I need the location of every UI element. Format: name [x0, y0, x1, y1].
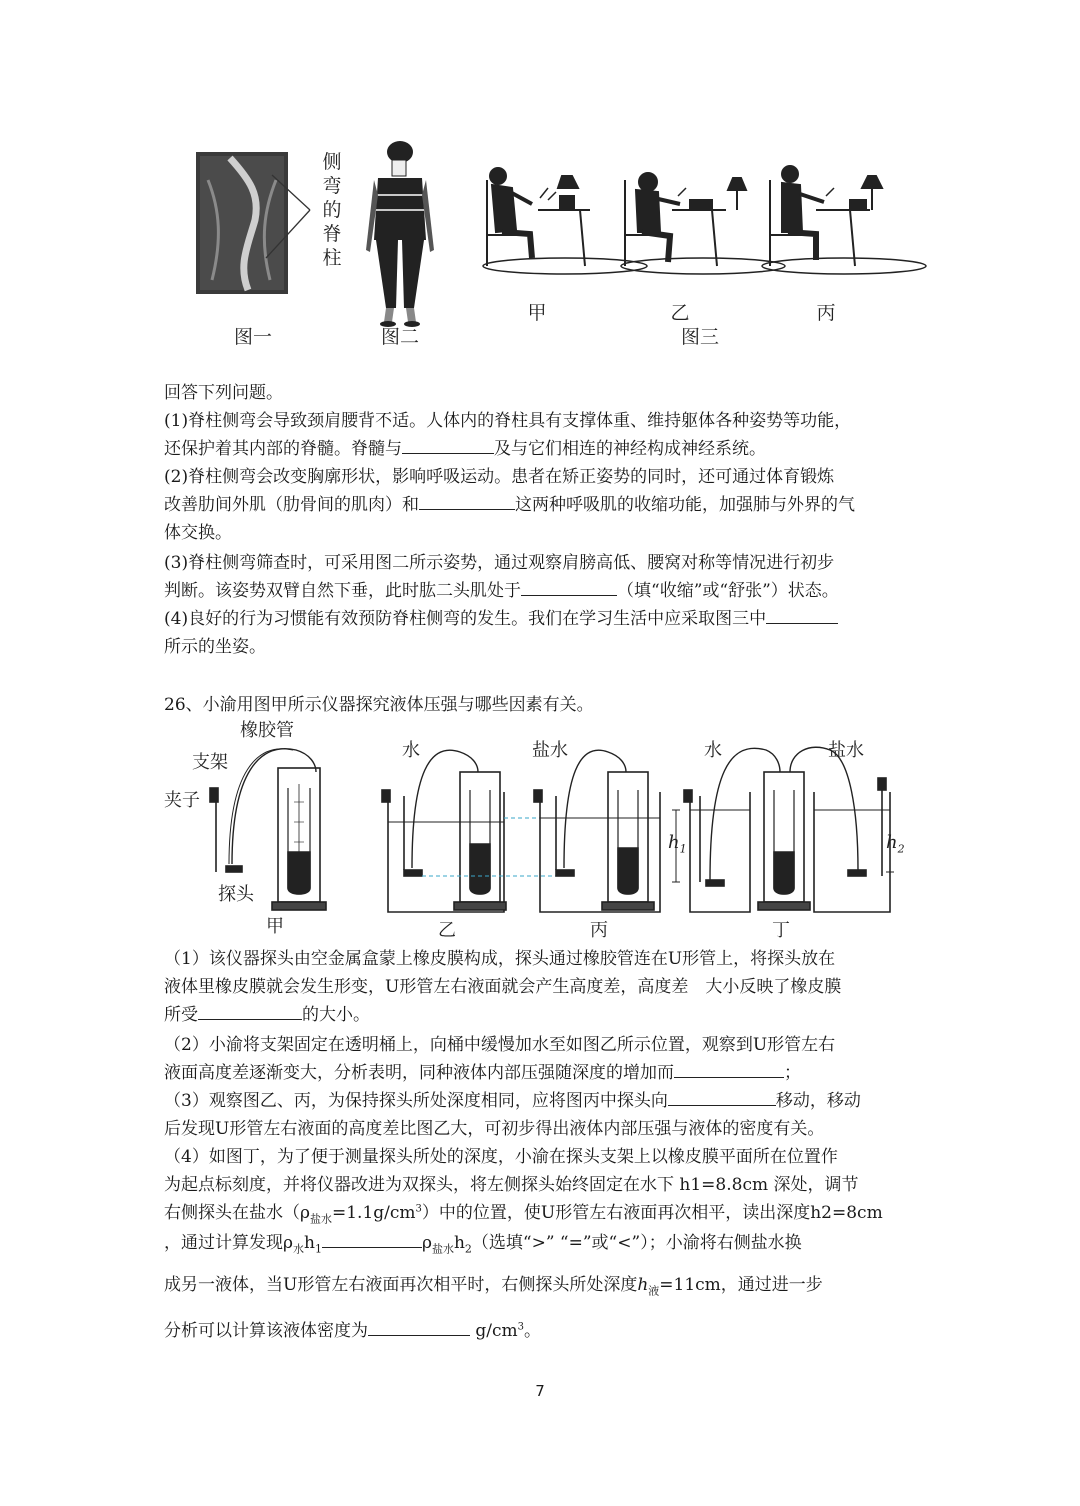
answer-blank[interactable]: [198, 1001, 302, 1020]
label-h1: $h_1$: [668, 832, 687, 856]
q25-p1-line1: (1)脊柱侧弯会导致颈肩腰背不适。人体内的脊柱具有支撑体重、维持躯体各种姿势等功能，: [164, 411, 852, 431]
label-bing: 丙: [590, 920, 608, 941]
q26-s1-line3: 所受 的大小。: [164, 1000, 370, 1025]
label-water-yi: 水: [402, 740, 420, 761]
q25-p4-line1: (4)良好的行为习惯能有效预防脊柱侧弯的发生。我们在学习生活中应采取图三中: [164, 604, 838, 629]
q26-s3-line1: （3）观察图乙、丙，为保持探头所处深度相同，应将图丙中探头向 移动，移动: [164, 1086, 861, 1111]
q25-p1-line2: 还保护着其内部的脊髓。脊髓与 及与它们相连的神经构成神经系统。: [164, 434, 766, 459]
q26-s1-line2: 液体里橡皮膜就会发生形变，U形管左右液面就会产生高度差，高度差 大小反映了橡皮膜: [164, 977, 842, 997]
q25-p3-line2: 判断。该姿势双臂自然下垂，此时肱二头肌处于 （填“收缩”或“舒张”）状态。: [164, 576, 839, 601]
q25-p4-line2: 所示的坐姿。: [164, 637, 266, 657]
seated-posture-bing: [762, 166, 926, 274]
seated-posture-yi: [621, 173, 785, 274]
answer-blank[interactable]: [322, 1229, 422, 1248]
q26-s4-line5: 成另一液体，当U形管左右液面再次相平时，右侧探头所处深度$h_液=11cm$，通过进一步: [164, 1275, 823, 1298]
label-stand: 支架: [192, 752, 228, 773]
label-ding: 丁: [772, 920, 790, 941]
seated-posture-jia: [483, 168, 647, 274]
label-yi: 乙: [438, 920, 456, 941]
answer-blank[interactable]: [402, 435, 494, 454]
label-brine-bing: 盐水: [532, 740, 568, 761]
label-water-ding: 水: [704, 740, 722, 761]
label-brine-ding: 盐水: [828, 740, 864, 761]
q26-s2-line1: （2）小渝将支架固定在透明桶上，向桶中缓慢加水至如图乙所示位置，观察到U形管左右: [164, 1035, 836, 1055]
q25-p2-line1: (2)脊柱侧弯会改变胸廓形状，影响呼吸运动。患者在矫正姿势的同时，还可通过体育锻炼: [164, 467, 835, 487]
label-rubber-tube: 橡胶管: [240, 720, 294, 741]
q25-p3-line1: (3)脊柱侧弯筛查时，可采用图二所示姿势，通过观察肩膀高低、腰窝对称等情况进行初步: [164, 553, 835, 573]
caption-figure-2: 图二: [380, 326, 420, 348]
apparatus-yi: [382, 750, 506, 912]
label-probe: 探头: [218, 884, 254, 905]
label-clip: 夹子: [164, 790, 200, 811]
q26-s4-line2: 为起点标刻度，并将仪器改进为双探头，将左侧探头始终固定在水下 h1=8.8cm 深处，调节: [164, 1175, 859, 1195]
answer-blank[interactable]: [419, 491, 515, 510]
apparatus-ding: [672, 747, 894, 912]
answer-blank[interactable]: [521, 577, 617, 596]
caption-figure-1: 图一: [233, 326, 273, 348]
q26-s4-line4: ，通过计算发现$\rho_水h_1$ $\rho_{盐水}h_2$（选填“>” “=”或“<”）；小渝将右侧盐水换: [164, 1228, 802, 1256]
answer-blank[interactable]: [674, 1059, 784, 1078]
caption-jia: 甲: [527, 302, 547, 324]
q26-s1-line1: （1）该仪器探头由空金属盒蒙上橡皮膜构成，探头通过橡胶管连在U形管上，将探头放在: [164, 949, 836, 969]
caption-yi: 乙: [670, 302, 690, 324]
label-jia: 甲: [266, 916, 284, 937]
q26-title: 26、小渝用图甲所示仪器探究液体压强与哪些因素有关。: [164, 695, 594, 715]
page-number: 7: [535, 1382, 545, 1400]
scoliosis-vertical-label: 侧 弯 的 脊 柱: [322, 151, 342, 269]
q25-p2-line2: 改善肋间外肌（肋骨间的肌肉）和 这两种呼吸肌的收缩功能，加强肺与外界的气: [164, 490, 855, 515]
answer-blank[interactable]: [766, 605, 838, 624]
q26-s3-line2: 后发现U形管左右液面的高度差比图乙大，可初步得出液体内部压强与液体的密度有关。: [164, 1119, 825, 1139]
apparatus-bing: [534, 750, 660, 912]
caption-figure-3: 图三: [680, 326, 720, 348]
label-h2: $h_2$: [886, 832, 905, 856]
q26-s4-line3: 右侧探头在盐水$(\rho_{盐水}=1.1g/cm^3)$中的位置，使U形管左右液面再次相平，读出深度h2=8cm: [164, 1203, 883, 1226]
answer-blank[interactable]: [668, 1087, 776, 1106]
q26-s2-line2: 液面高度差逐渐变大，分析表明，同种液体内部压强随深度的增加而 ；: [164, 1058, 801, 1083]
standing-person-figure: [366, 141, 434, 327]
q26-s4-line6: 分析可以计算该液体密度为 $g/cm^3$。: [164, 1316, 541, 1341]
q26-s4-line1: （4）如图丁，为了便于测量探头所处的深度，小渝在探头支架上以橡皮膜平面所在位置作: [164, 1147, 838, 1167]
q25-intro: 回答下列问题。: [164, 383, 283, 403]
caption-bing: 丙: [816, 302, 836, 324]
answer-blank[interactable]: [368, 1317, 470, 1336]
q25-p2-line3: 体交换。: [164, 523, 232, 543]
